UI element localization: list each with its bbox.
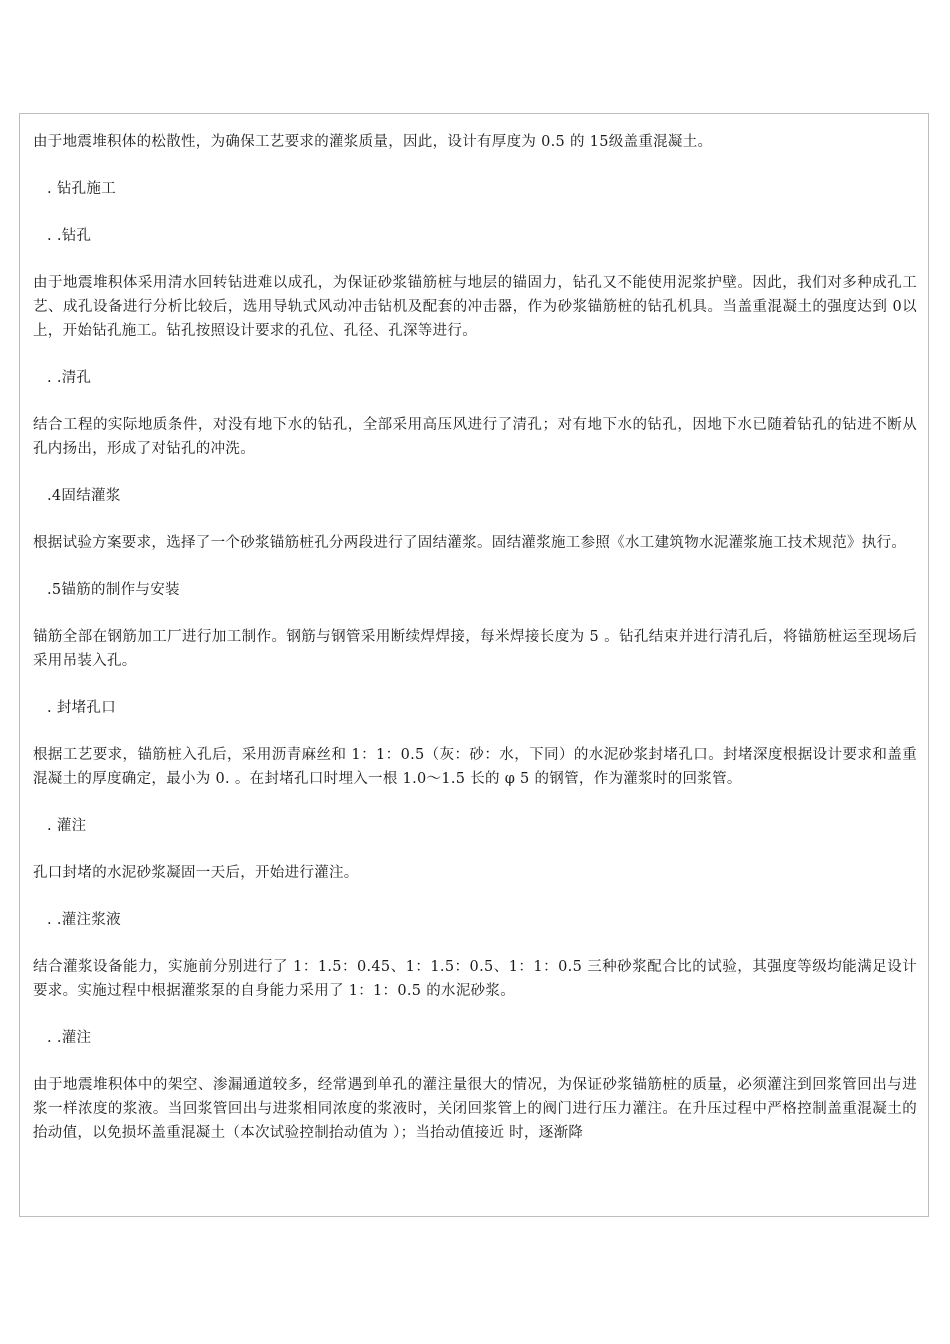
section-heading: . 钻孔施工: [47, 181, 117, 197]
subsection-heading: . .灌注浆液: [47, 912, 121, 928]
paragraph: 根据试验方案要求，选择了一个砂浆锚筋桩孔分两段进行了固结灌浆。固结灌浆施工参照《水工建筑物水泥灌浆施工技术规范》执行。: [33, 535, 907, 551]
paragraph: 结合工程的实际地质条件，对没有地下水的钻孔，全部采用高压风进行了清孔；对有地下水的钻孔，因地下水已随着钻孔的钻进不断从孔内扬出，形成了对钻孔的冲洗。: [33, 417, 917, 457]
subsection-heading: . .钻孔: [47, 228, 92, 244]
paragraph: 根据工艺要求，锚筋桩入孔后，采用沥青麻丝和 1：1：0.5（灰：砂：水，下同）的水泥砂浆封堵孔口。封堵深度根据设计要求和盖重混凝土的厚度确定，最小为 0. 。在封堵孔口时埋入一根 1.0～1.5 长的 φ 5 的钢管，作为灌浆时的回浆管。: [33, 747, 917, 787]
paragraph: 锚筋全部在钢筋加工厂进行加工制作。钢筋与钢管采用断续焊焊接，每米焊接长度为 5 。钻孔结束并进行清孔后，将锚筋桩运至现场后采用吊装入孔。: [33, 629, 917, 669]
paragraph: 结合灌浆设备能力，实施前分别进行了 1：1.5：0.45、1：1.5：0.5、1：1：0.5 三种砂浆配合比的试验，其强度等级均能满足设计要求。实施过程中根据灌浆泵的自身能力采用了 1：1：0.5 的水泥砂浆。: [33, 959, 917, 999]
paragraph: 由于地震堆积体中的架空、渗漏通道较多，经常遇到单孔的灌注量很大的情况，为保证砂浆锚筋桩的质量，必须灌注到回浆管回出与进浆一样浓度的浆液。当回浆管回出与进浆相同浓度的浆液时，关闭回浆管上的阀门进行压力灌注。在升压过程中严格控制盖重混凝土的抬动值，以免损坏盖重混凝土（本次试验控制抬动值为 ）；当抬动值接近 时，逐渐降: [33, 1077, 917, 1141]
paragraph: 孔口封堵的水泥砂浆凝固一天后，开始进行灌注。: [33, 865, 359, 881]
subsection-heading: .5锚筋的制作与安装: [47, 582, 180, 598]
paragraph: 由于地震堆积体的松散性，为确保工艺要求的灌浆质量，因此，设计有厚度为 0.5 的 15级盖重混凝土。: [33, 134, 713, 150]
section-heading: . 灌注: [47, 818, 87, 834]
subsection-heading: .4固结灌浆: [47, 488, 121, 504]
subsection-heading: . .清孔: [47, 370, 92, 386]
paragraph: 由于地震堆积体采用清水回转钻进难以成孔，为保证砂浆锚筋桩与地层的锚固力，钻孔又不能使用泥浆护壁。因此，我们对多种成孔工艺、成孔设备进行分析比较后，选用导轨式风动冲击钻机及配套的冲击器，作为砂浆锚筋桩的钻孔机具。当盖重混凝土的强度达到 0以上，开始钻孔施工。钻孔按照设计要求的孔位、孔径、孔深等进行。: [33, 275, 917, 339]
subsection-heading: . .灌注: [47, 1030, 92, 1046]
section-heading: . 封堵孔口: [47, 700, 117, 716]
document-body: [33, 130, 917, 1145]
document-frame: [19, 113, 929, 1217]
